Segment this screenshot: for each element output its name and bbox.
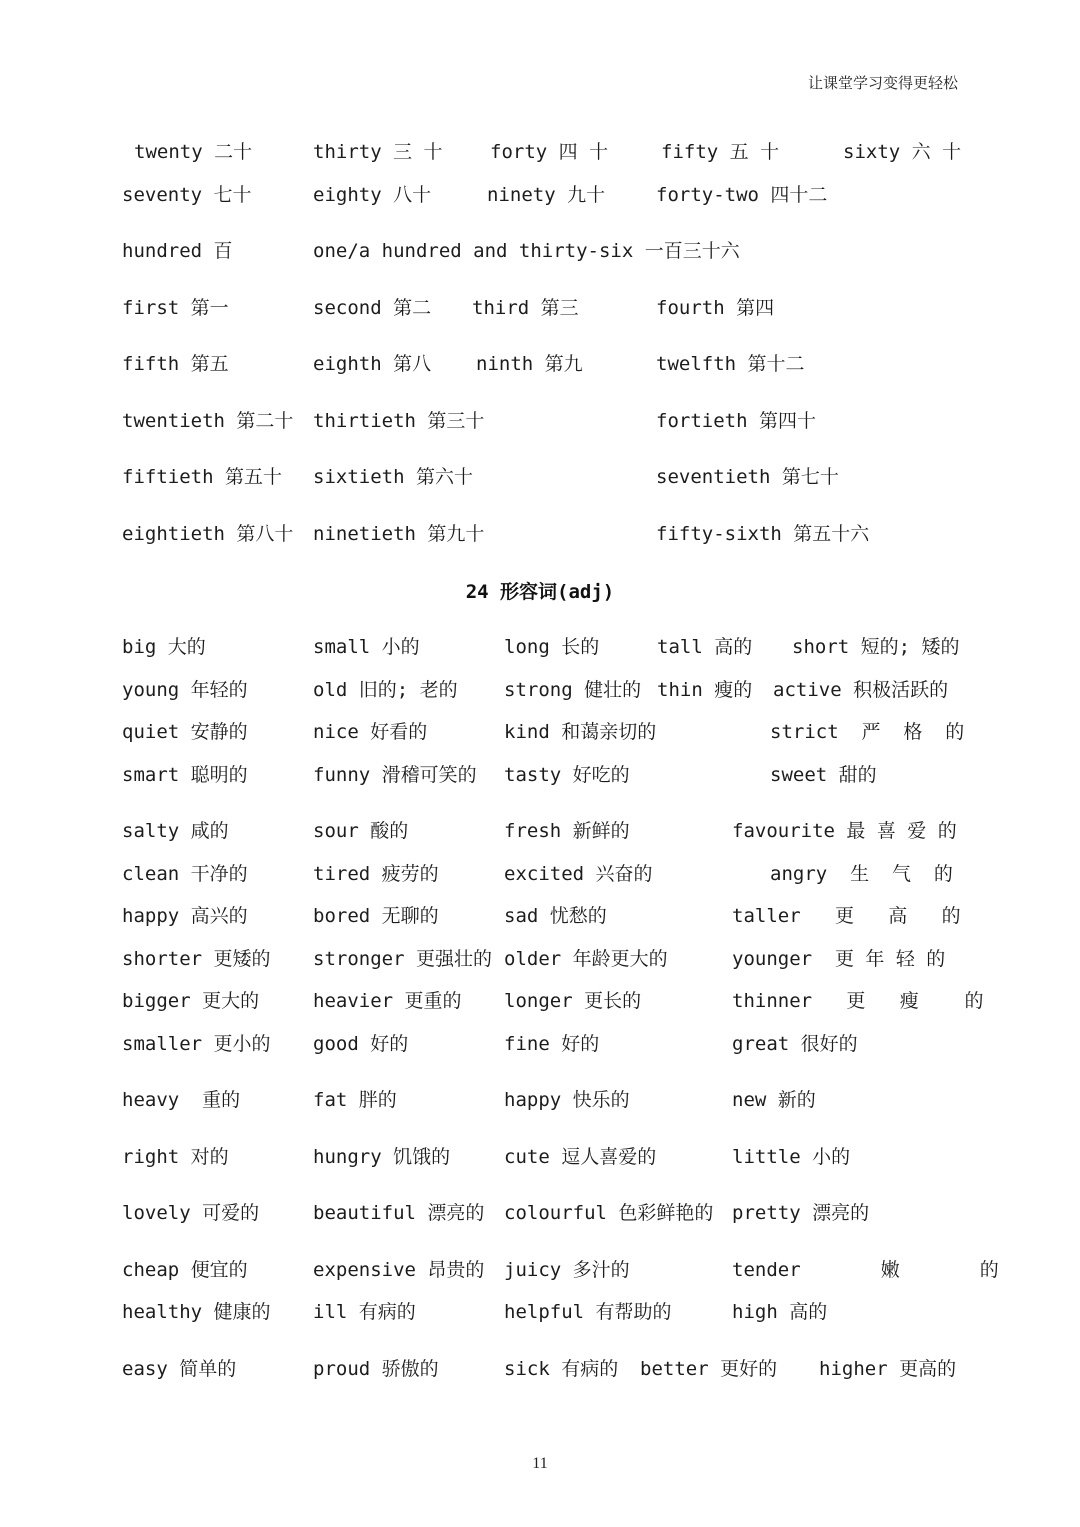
vocab-entry: better 更好的 [640, 1358, 778, 1380]
vocab-entry: clean 干净的 [122, 863, 248, 885]
vocab-entry: tall 高的 [657, 636, 753, 658]
vocab-entry: bored 无聊的 [313, 905, 439, 927]
vocab-entry: fat 胖的 [313, 1089, 397, 1111]
vocab-entry: smart 聪明的 [122, 764, 248, 786]
vocab-entry: twentieth 第二十 [122, 410, 294, 432]
vocab-entry: short 短的; 矮的 [792, 636, 960, 658]
vocab-entry: ill 有病的 [313, 1301, 416, 1323]
vocab-entry: fiftieth 第五十 [122, 466, 282, 488]
vocab-entry: thirtieth 第三十 [313, 410, 485, 432]
vocab-entry: expensive 昂贵的 [313, 1259, 485, 1281]
vocab-entry: cheap 便宜的 [122, 1259, 248, 1281]
vocab-entry: colourful 色彩鲜艳的 [504, 1202, 714, 1224]
vocab-entry: heavier 更重的 [313, 990, 462, 1012]
vocab-entry: tasty 好吃的 [504, 764, 630, 786]
vocab-entry: proud 骄傲的 [313, 1358, 439, 1380]
section-title: 24 形容词(adj) [465, 581, 615, 603]
vocab-entry: tired 疲劳的 [313, 863, 439, 885]
vocab-entry: kind 和蔼亲切的 [504, 721, 657, 743]
vocab-entry: great 很好的 [732, 1033, 858, 1055]
vocab-entry: sour 酸的 [313, 820, 409, 842]
vocab-entry: fifth 第五 [122, 353, 229, 375]
vocab-entry: healthy 健康的 [122, 1301, 271, 1323]
vocab-entry: tender 嫩 的 [732, 1259, 999, 1281]
vocab-entry: seventieth 第七十 [656, 466, 839, 488]
vocab-entry: thin 瘦的 [657, 679, 753, 701]
vocab-entry: older 年龄更大的 [504, 948, 668, 970]
vocab-entry: easy 简单的 [122, 1358, 237, 1380]
vocab-entry: fourth 第四 [656, 297, 775, 319]
vocab-entry: funny 滑稽可笑的 [313, 764, 477, 786]
vocab-entry: favourite 最 喜 爱 的 [732, 820, 957, 842]
vocab-entry: strong 健壮的 [504, 679, 642, 701]
vocab-entry: sweet 甜的 [770, 764, 877, 786]
vocab-entry: younger 更 年 轻 的 [732, 948, 946, 970]
vocab-entry: fifty-sixth 第五十六 [656, 523, 870, 545]
vocab-entry: fresh 新鲜的 [504, 820, 630, 842]
vocab-entry: pretty 漂亮的 [732, 1202, 870, 1224]
vocab-entry: fifty 五 十 [661, 141, 780, 163]
vocab-entry: hungry 饥饿的 [313, 1146, 451, 1168]
vocab-entry: heavy 重的 [122, 1089, 241, 1111]
vocab-entry: higher 更高的 [819, 1358, 957, 1380]
vocab-entry: taller 更 高 的 [732, 905, 961, 927]
vocab-entry: thinner 更 瘦 的 [732, 990, 984, 1012]
vocab-entry: happy 高兴的 [122, 905, 248, 927]
vocab-entry: thirty 三 十 [313, 141, 443, 163]
vocab-entry: excited 兴奋的 [504, 863, 653, 885]
vocab-entry: quiet 安静的 [122, 721, 248, 743]
vocab-entry: smaller 更小的 [122, 1033, 271, 1055]
page-number: 11 [532, 1455, 548, 1472]
vocab-entry: cute 逗人喜爱的 [504, 1146, 657, 1168]
vocab-entry: nice 好看的 [313, 721, 428, 743]
vocab-entry: fine 好的 [504, 1033, 600, 1055]
vocab-entry: eighth 第八 [313, 353, 432, 375]
vocab-entry: second 第二 [313, 297, 432, 319]
vocab-entry: beautiful 漂亮的 [313, 1202, 485, 1224]
vocab-entry: old 旧的; 老的 [313, 679, 458, 701]
vocab-entry: strict 严 格 的 [770, 721, 965, 743]
vocab-entry: eighty 八十 [313, 184, 432, 206]
page-header: 让课堂学习变得更轻松 [807, 74, 958, 92]
vocab-entry: fortieth 第四十 [656, 410, 816, 432]
vocab-entry: young 年轻的 [122, 679, 248, 701]
vocab-entry: new 新的 [732, 1089, 816, 1111]
vocab-entry: lovely 可爱的 [122, 1202, 260, 1224]
vocab-entry: sixtieth 第六十 [313, 466, 473, 488]
vocab-entry: little 小的 [732, 1146, 851, 1168]
vocab-entry: happy 快乐的 [504, 1089, 630, 1111]
vocab-entry: ninety 九十 [487, 184, 606, 206]
vocab-entry: salty 咸的 [122, 820, 229, 842]
vocab-entry: sick 有病的 [504, 1358, 619, 1380]
vocab-entry: bigger 更大的 [122, 990, 260, 1012]
vocab-entry: big 大的 [122, 636, 206, 658]
vocab-entry: sixty 六 十 [843, 141, 962, 163]
vocab-entry: twenty 二十 [134, 141, 253, 163]
vocab-entry: right 对的 [122, 1146, 229, 1168]
vocab-entry: third 第三 [472, 297, 579, 319]
vocab-entry: stronger 更强壮的 [313, 948, 492, 970]
vocab-entry: eightieth 第八十 [122, 523, 294, 545]
vocab-entry: hundred 百 [122, 240, 233, 262]
vocab-entry: helpful 有帮助的 [504, 1301, 672, 1323]
vocab-entry: long 长的 [504, 636, 600, 658]
vocab-entry: angry 生 气 的 [770, 863, 953, 885]
vocab-entry: seventy 七十 [122, 184, 252, 206]
vocab-entry: ninth 第九 [476, 353, 583, 375]
vocab-entry: longer 更长的 [504, 990, 642, 1012]
vocab-entry: forty-two 四十二 [656, 184, 828, 206]
vocab-entry: sad 忧愁的 [504, 905, 607, 927]
vocab-entry: good 好的 [313, 1033, 409, 1055]
vocab-entry: forty 四 十 [490, 141, 609, 163]
vocab-entry: ninetieth 第九十 [313, 523, 485, 545]
vocab-entry: small 小的 [313, 636, 420, 658]
vocab-entry: juicy 多汁的 [504, 1259, 630, 1281]
vocab-entry: first 第一 [122, 297, 229, 319]
vocab-entry: shorter 更矮的 [122, 948, 271, 970]
vocab-entry: high 高的 [732, 1301, 828, 1323]
vocab-entry: one/a hundred and thirty-six 一百三十六 [313, 240, 740, 262]
vocab-entry: active 积极活跃的 [773, 679, 949, 701]
vocab-entry: twelfth 第十二 [656, 353, 805, 375]
